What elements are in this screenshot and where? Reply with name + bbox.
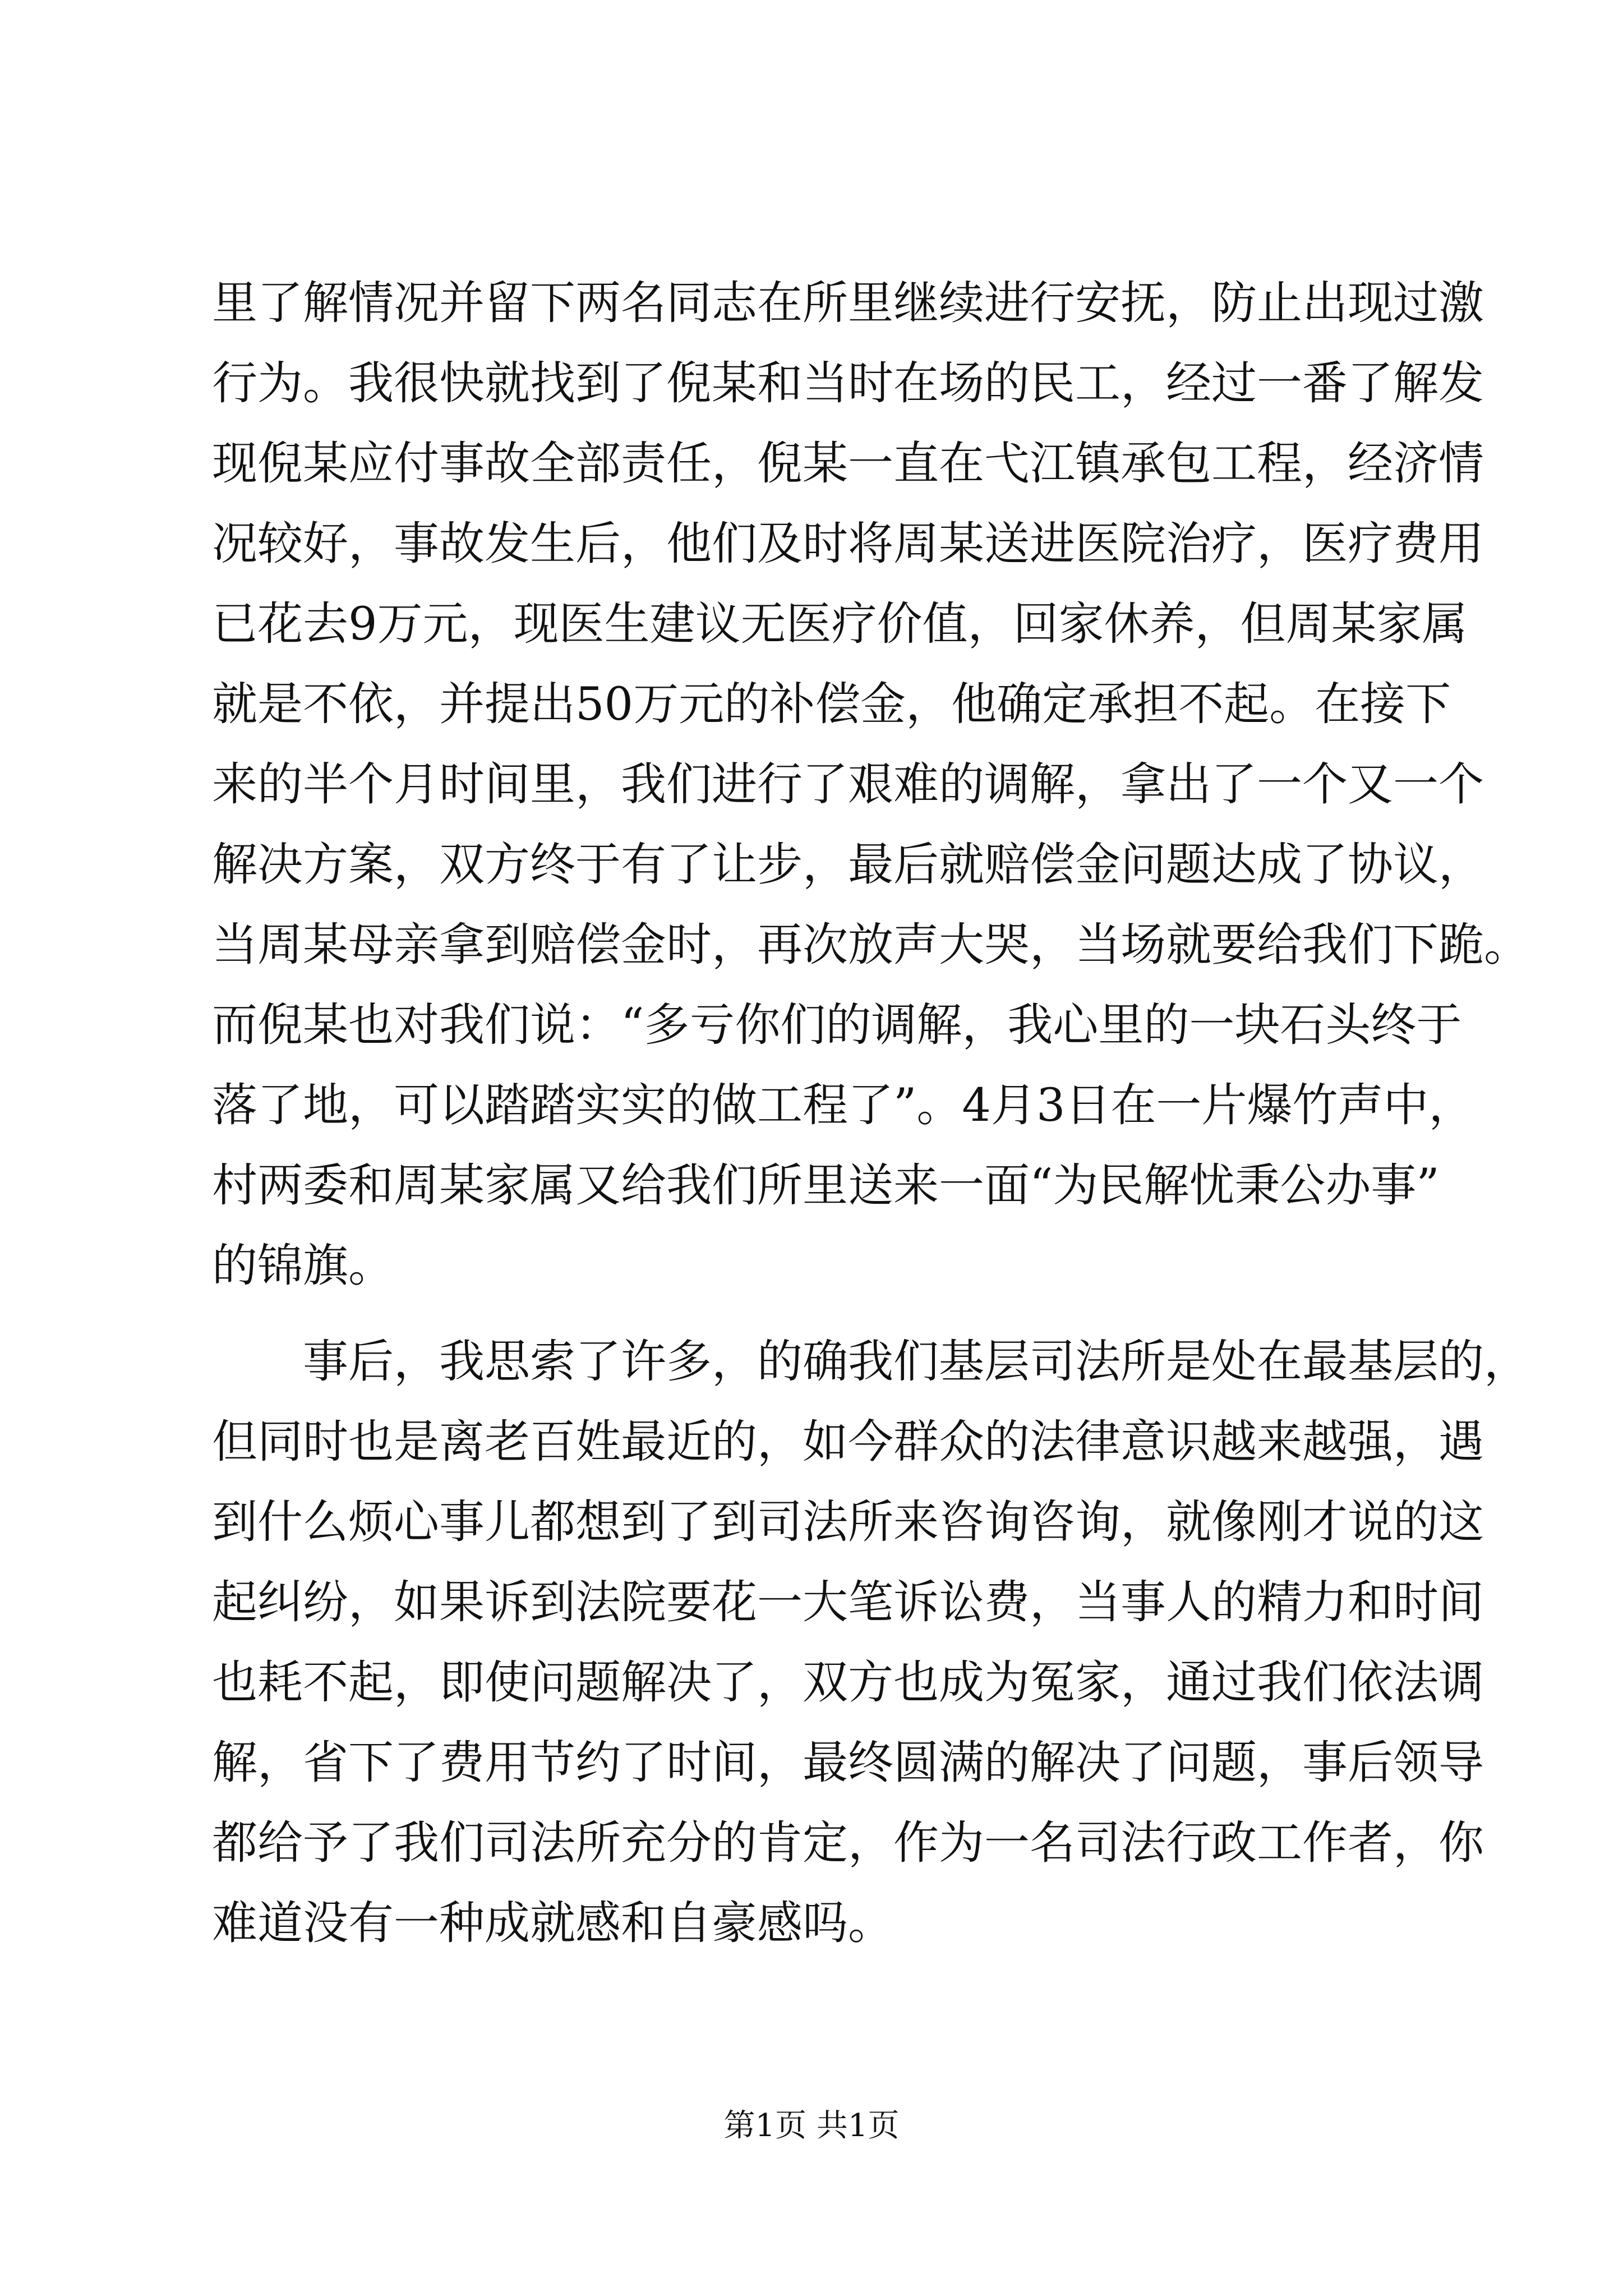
text-line: 难道没有一种成就感和自豪感吗。: [212, 1897, 894, 1950]
text-line: 都给予了我们司法所充分的肯定，作为一名司法行政工作者，你: [212, 1817, 1484, 1870]
text-line: 解，省下了费用节约了时间，最终圆满的解决了问题，事后领导: [212, 1737, 1484, 1789]
paragraph-1: [212, 264, 1530, 1306]
text-line: 行为。我很快就找到了倪某和当时在场的民工，经过一番了解发: [212, 357, 1484, 410]
text-line: 就是不依，并提出50万元的补偿金，他确定承担不起。在接下: [212, 678, 1451, 731]
text-line: 起纠纷，如果诉到法院要花一大笔诉讼费，当事人的精力和时间: [212, 1576, 1484, 1629]
text-line: 现倪某应付事故全部责任，倪某一直在弋江镇承包工程，经济情: [212, 438, 1484, 490]
page-number-footer: 第1页 共1页: [723, 2108, 900, 2144]
text-line: 村两委和周某家属又给我们所里送来一面“为民解忧秉公办事”: [212, 1159, 1440, 1212]
text-line: 的锦旗。: [212, 1240, 394, 1292]
text-line: 况较好，事故发生后，他们及时将周某送进医院治疗，医疗费用: [212, 518, 1484, 570]
text-line: 解决方案，双方终于有了让步，最后就赔偿金问题达成了协议，: [212, 839, 1484, 891]
text-line: 也耗不起，即使问题解决了，双方也成为冤家，通过我们依法调: [212, 1657, 1484, 1709]
text-line: 而倪某也对我们说：“多亏你们的调解，我心里的一块石头终于: [212, 999, 1462, 1052]
text-line: 事后，我思索了许多，的确我们基层司法所是处在最基层的，: [212, 1336, 1530, 1388]
text-line: 到什么烦心事儿都想到了到司法所来咨询咨询，就像刚才说的这: [212, 1496, 1484, 1549]
document-body: [212, 264, 1530, 1964]
text-line: 当周某母亲拿到赔偿金时，再次放声大哭，当场就要给我们下跪。: [212, 919, 1530, 972]
text-line: 来的半个月时间里，我们进行了艰难的调解，拿出了一个又一个: [212, 758, 1484, 811]
text-line: 落了地，可以踏踏实实的做工程了”。4月3日在一片爆竹声中，: [212, 1079, 1474, 1132]
paragraph-spacer: [212, 1306, 1423, 1322]
text-line: 里了解情况并留下两名同志在所里继续进行安抚，防止出现过激: [212, 277, 1484, 330]
text-line: 但同时也是离老百姓最近的，如今群众的法律意识越来越强，遇: [212, 1416, 1484, 1469]
text-line: 已花去9万元，现医生建议无医疗价值，回家休养，但周某家属: [212, 598, 1468, 651]
paragraph-2: [212, 1322, 1530, 1964]
